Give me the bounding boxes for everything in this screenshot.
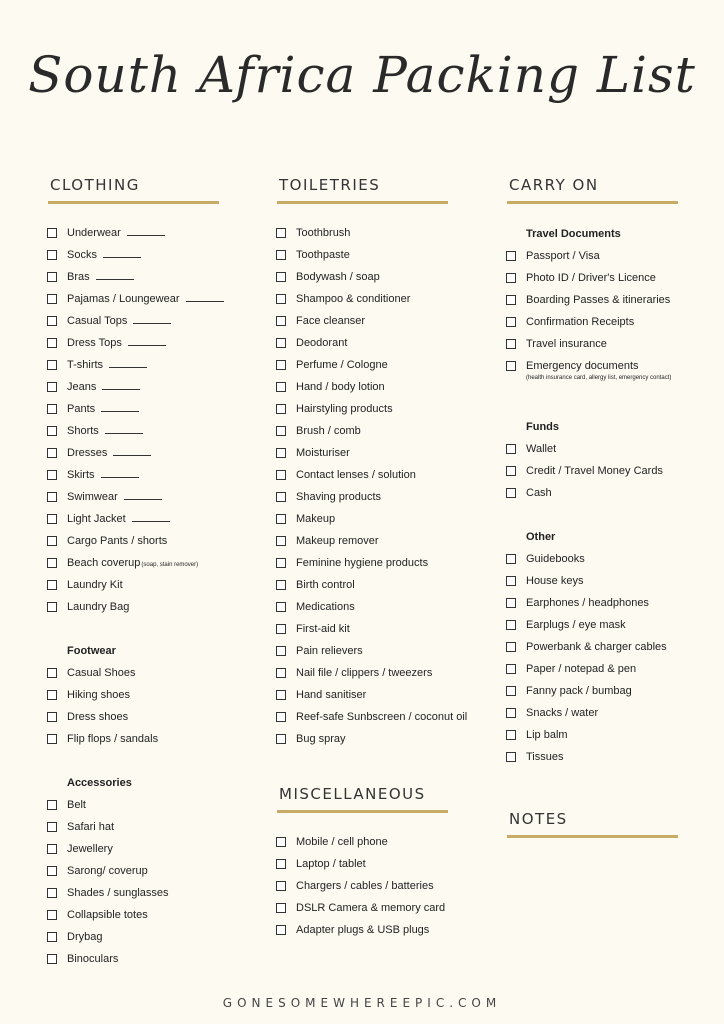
checkbox[interactable] — [506, 664, 516, 674]
toiletries-heading: TOILETRIES — [279, 176, 381, 194]
item-label: Toothpaste — [296, 249, 350, 261]
checklist-item[interactable] — [276, 222, 476, 244]
section-spacer — [506, 504, 716, 526]
checkbox[interactable] — [506, 554, 516, 564]
item-label: Binoculars — [67, 953, 119, 965]
carry-on-list — [506, 223, 716, 768]
checkbox[interactable] — [276, 712, 286, 722]
checklist-item[interactable] — [506, 746, 716, 768]
section-spacer — [506, 386, 716, 416]
checklist-item[interactable] — [506, 355, 716, 377]
checkbox[interactable] — [506, 576, 516, 586]
checkbox[interactable] — [47, 580, 57, 590]
toiletries-list — [276, 222, 476, 750]
fill-in-line — [103, 245, 141, 258]
checklist-item[interactable] — [506, 438, 716, 460]
footwear-subheading: Footwear — [67, 645, 116, 657]
item-label: Sarong/ coverup — [67, 865, 148, 877]
item-label: Mobile / cell phone — [296, 836, 388, 848]
checkbox[interactable] — [506, 620, 516, 630]
item-label: Confirmation Receipts — [526, 316, 635, 328]
checkbox[interactable] — [276, 426, 286, 436]
checkbox[interactable] — [276, 294, 286, 304]
clothing-list — [47, 222, 237, 970]
item-label: Laundry Bag — [67, 601, 130, 613]
footer-website: GONESOMEWHEREEPIC.COM — [222, 996, 502, 1010]
item-label: Lip balm — [526, 729, 568, 741]
travel-documents-subheading: Travel Documents — [526, 228, 621, 240]
item-label: Pants — [67, 403, 96, 415]
item-label: Guidebooks — [526, 553, 585, 565]
checkbox[interactable] — [276, 382, 286, 392]
checkbox[interactable] — [276, 558, 286, 568]
checkbox[interactable] — [47, 228, 57, 238]
checklist-item[interactable] — [47, 904, 237, 926]
fill-in-line — [186, 289, 224, 302]
item-label: Flip flops / sandals — [67, 733, 159, 745]
item-label: Reef-safe Sunbscreen / coconut oil — [296, 711, 468, 723]
checkbox[interactable] — [47, 338, 57, 348]
checklist-item[interactable] — [47, 728, 237, 750]
item-label: Light Jacket — [67, 513, 126, 525]
clothing-section-header — [48, 176, 219, 204]
checkbox[interactable] — [47, 558, 57, 568]
checkbox[interactable] — [506, 488, 516, 498]
checkbox[interactable] — [276, 470, 286, 480]
checklist-item[interactable] — [276, 464, 476, 486]
checklist-item[interactable] — [47, 838, 237, 860]
checklist-item[interactable] — [276, 288, 476, 310]
fill-in-line — [105, 421, 143, 434]
item-label: Powerbank & charger cables — [526, 641, 667, 653]
checklist-item[interactable] — [276, 398, 476, 420]
checklist-item[interactable] — [47, 574, 237, 596]
fill-in-line — [102, 377, 140, 390]
notes-rule — [507, 835, 678, 838]
misc-rule — [277, 810, 448, 813]
checklist-item[interactable] — [276, 596, 476, 618]
item-label: DSLR Camera & memory card — [296, 902, 446, 914]
checkbox[interactable] — [47, 888, 57, 898]
checklist-item[interactable] — [506, 267, 716, 289]
checklist-item[interactable] — [276, 486, 476, 508]
item-label: Credit / Travel Money Cards — [526, 465, 663, 477]
item-label: Laundry Kit — [67, 579, 123, 591]
checklist-item[interactable] — [47, 684, 237, 706]
checklist-item[interactable] — [47, 442, 237, 464]
item-label: Nail file / clippers / tweezers — [296, 667, 433, 679]
checkbox[interactable] — [276, 492, 286, 502]
checkbox[interactable] — [506, 251, 516, 261]
checklist-item[interactable] — [47, 948, 237, 970]
checkbox[interactable] — [276, 404, 286, 414]
checklist-item[interactable] — [47, 310, 237, 332]
checklist-item[interactable] — [276, 442, 476, 464]
checklist-item[interactable] — [47, 530, 237, 552]
checklist-item[interactable] — [506, 460, 716, 482]
checkbox[interactable] — [276, 316, 286, 326]
checkbox[interactable] — [47, 250, 57, 260]
checklist-item[interactable] — [276, 266, 476, 288]
item-label: Underwear — [67, 227, 121, 239]
item-label: Cash — [526, 487, 552, 499]
checkbox[interactable] — [47, 470, 57, 480]
carry-on-rule — [507, 201, 678, 204]
checklist-item[interactable] — [276, 420, 476, 442]
checklist-item[interactable] — [276, 706, 476, 728]
item-label: Pain relievers — [296, 645, 363, 657]
checkbox[interactable] — [47, 426, 57, 436]
item-label: Chargers / cables / batteries — [296, 880, 434, 892]
checklist-item[interactable] — [506, 724, 716, 746]
item-label: Bug spray — [296, 733, 346, 745]
item-label: Makeup — [296, 513, 336, 525]
item-label: First-aid kit — [296, 623, 350, 635]
item-label: Beach coverup — [67, 557, 141, 569]
checklist-item[interactable] — [47, 926, 237, 948]
item-label: Safari hat — [67, 821, 115, 833]
checkbox[interactable] — [506, 598, 516, 608]
checkbox[interactable] — [47, 800, 57, 810]
section-spacer — [47, 618, 237, 640]
checkbox[interactable] — [47, 932, 57, 942]
checkbox[interactable] — [276, 536, 286, 546]
checkbox[interactable] — [47, 668, 57, 678]
checklist-item[interactable] — [276, 897, 476, 919]
misc-list — [276, 831, 476, 941]
item-label: Snacks / water — [526, 707, 599, 719]
checkbox[interactable] — [506, 730, 516, 740]
item-label: Jewellery — [67, 843, 113, 855]
checklist-item[interactable] — [47, 464, 237, 486]
checklist-item[interactable] — [47, 860, 237, 882]
checklist-item[interactable] — [47, 244, 237, 266]
checklist-item[interactable] — [506, 614, 716, 636]
emergency-documents-note: (health insurance card, allergy list, emergency contact) — [526, 375, 672, 381]
page-title: South Africa Packing List — [28, 46, 696, 104]
checklist-item[interactable] — [47, 376, 237, 398]
checkbox[interactable] — [276, 580, 286, 590]
checkbox[interactable] — [276, 228, 286, 238]
checklist-item[interactable] — [506, 548, 716, 570]
fill-in-line — [96, 267, 134, 280]
checkbox[interactable] — [506, 708, 516, 718]
checkbox[interactable] — [506, 444, 516, 454]
checklist-item[interactable] — [276, 332, 476, 354]
checkbox[interactable] — [47, 844, 57, 854]
checklist-item[interactable] — [47, 420, 237, 442]
carry-on-heading: CARRY ON — [509, 176, 599, 194]
checkbox[interactable] — [47, 448, 57, 458]
notes-section-header — [507, 810, 678, 838]
item-label: Shorts — [67, 425, 99, 437]
item-label: Passport / Visa — [526, 250, 600, 262]
item-label: Photo ID / Driver's Licence — [526, 272, 656, 284]
item-label: Earphones / headphones — [526, 597, 649, 609]
item-label: Hairstyling products — [296, 403, 393, 415]
checkbox[interactable] — [276, 624, 286, 634]
fill-in-line — [124, 487, 162, 500]
checklist-item[interactable] — [276, 640, 476, 662]
item-label: Deodorant — [296, 337, 348, 349]
checkbox[interactable] — [276, 360, 286, 370]
checklist-item[interactable] — [47, 222, 237, 244]
item-label: Emergency documents — [526, 360, 639, 372]
funds-subheading: Funds — [526, 421, 559, 433]
item-label: Shaving products — [296, 491, 381, 503]
checklist-item[interactable] — [506, 658, 716, 680]
checklist-item[interactable] — [276, 376, 476, 398]
item-label: Fanny pack / bumbag — [526, 685, 632, 697]
checkbox[interactable] — [276, 859, 286, 869]
checklist-item[interactable] — [506, 245, 716, 267]
checkbox[interactable] — [47, 492, 57, 502]
item-label: Travel insurance — [526, 338, 607, 350]
accessories-subheading: Accessories — [67, 777, 132, 789]
item-label: Bras — [67, 271, 90, 283]
checkbox[interactable] — [47, 404, 57, 414]
checkbox[interactable] — [276, 250, 286, 260]
checkbox[interactable] — [506, 686, 516, 696]
checklist-item[interactable] — [47, 882, 237, 904]
checklist-item[interactable] — [47, 332, 237, 354]
checklist-item[interactable] — [276, 684, 476, 706]
carry-on-section-header — [507, 176, 678, 204]
item-label: Birth control — [296, 579, 355, 591]
checklist-item[interactable] — [276, 552, 476, 574]
checkbox[interactable] — [47, 712, 57, 722]
item-label: Earplugs / eye mask — [526, 619, 626, 631]
checklist-item[interactable] — [47, 662, 237, 684]
item-label: Tissues — [526, 751, 564, 763]
item-label: Collapsible totes — [67, 909, 148, 921]
item-label: Perfume / Cologne — [296, 359, 388, 371]
checkbox[interactable] — [506, 752, 516, 762]
fill-in-line — [101, 465, 139, 478]
checkbox[interactable] — [506, 273, 516, 283]
section-spacer — [47, 750, 237, 772]
fill-in-line — [101, 399, 139, 412]
checklist-item[interactable] — [276, 354, 476, 376]
checkbox[interactable] — [276, 925, 286, 935]
item-label: Toothbrush — [296, 227, 351, 239]
other-subheading: Other — [526, 531, 556, 543]
checkbox[interactable] — [47, 360, 57, 370]
item-label: Medications — [296, 601, 355, 613]
item-label: Socks — [67, 249, 97, 261]
checklist-item[interactable] — [276, 662, 476, 684]
checkbox[interactable] — [47, 954, 57, 964]
item-note: (soap, stain remover) — [141, 562, 199, 568]
checklist-item[interactable] — [276, 875, 476, 897]
item-label: Wallet — [526, 443, 557, 455]
checklist-item[interactable] — [506, 333, 716, 355]
item-label: Moisturiser — [296, 447, 350, 459]
toiletries-rule — [277, 201, 448, 204]
checklist-item[interactable] — [47, 398, 237, 420]
checklist-item[interactable] — [276, 310, 476, 332]
item-label: House keys — [526, 575, 584, 587]
fill-in-line — [132, 509, 170, 522]
item-label: Laptop / tablet — [296, 858, 366, 870]
item-label: Face cleanser — [296, 315, 366, 327]
item-label: Shades / sunglasses — [67, 887, 169, 899]
item-label: Boarding Passes & itineraries — [526, 294, 671, 306]
item-label: Drybag — [67, 931, 103, 943]
checklist-item[interactable] — [47, 508, 237, 530]
item-label: Dresses — [67, 447, 108, 459]
checkbox[interactable] — [276, 837, 286, 847]
checkbox[interactable] — [47, 602, 57, 612]
checkbox[interactable] — [47, 294, 57, 304]
checkbox[interactable] — [47, 536, 57, 546]
checkbox[interactable] — [47, 382, 57, 392]
checkbox[interactable] — [47, 822, 57, 832]
item-label: Contact lenses / solution — [296, 469, 416, 481]
item-label: Shampoo & conditioner — [296, 293, 411, 305]
checklist-item[interactable] — [276, 530, 476, 552]
checklist-item[interactable] — [276, 244, 476, 266]
checklist-item[interactable] — [276, 919, 476, 941]
checkbox[interactable] — [276, 514, 286, 524]
checkbox[interactable] — [47, 690, 57, 700]
item-label: Swimwear — [67, 491, 118, 503]
item-label: Adapter plugs & USB plugs — [296, 924, 430, 936]
item-label: Paper / notepad & pen — [526, 663, 637, 675]
checkbox[interactable] — [47, 866, 57, 876]
checkbox[interactable] — [276, 881, 286, 891]
fill-in-line — [127, 223, 165, 236]
fill-in-line — [113, 443, 151, 456]
misc-section-header — [277, 785, 448, 813]
item-label: Hand / body lotion — [296, 381, 385, 393]
checklist-item[interactable] — [276, 728, 476, 750]
checklist-item[interactable] — [47, 816, 237, 838]
checklist-item[interactable] — [506, 289, 716, 311]
checklist-item[interactable] — [276, 508, 476, 530]
item-label: Makeup remover — [296, 535, 379, 547]
checklist-item[interactable] — [47, 266, 237, 288]
clothing-rule — [48, 201, 219, 204]
checkbox[interactable] — [47, 316, 57, 326]
item-label: Skirts — [67, 469, 95, 481]
item-label: Feminine hygiene products — [296, 557, 429, 569]
checklist-item[interactable] — [506, 702, 716, 724]
checklist-item[interactable] — [47, 552, 237, 574]
item-label: Hand sanitiser — [296, 689, 367, 701]
checklist-item[interactable] — [276, 853, 476, 875]
checkbox[interactable] — [47, 910, 57, 920]
notes-heading: NOTES — [509, 810, 568, 828]
item-label: Hiking shoes — [67, 689, 130, 701]
checkbox[interactable] — [47, 272, 57, 282]
checkbox[interactable] — [276, 903, 286, 913]
checklist-item[interactable] — [276, 574, 476, 596]
checklist-item[interactable] — [47, 794, 237, 816]
misc-heading: MISCELLANEOUS — [279, 785, 426, 803]
item-label: Belt — [67, 799, 86, 811]
checklist-item[interactable] — [276, 831, 476, 853]
checklist-item[interactable] — [276, 618, 476, 640]
checkbox[interactable] — [506, 317, 516, 327]
item-label: Casual Tops — [67, 315, 128, 327]
fill-in-line — [133, 311, 171, 324]
checkbox[interactable] — [276, 690, 286, 700]
checklist-item[interactable] — [506, 311, 716, 333]
checklist-item[interactable] — [506, 636, 716, 658]
checkbox[interactable] — [276, 668, 286, 678]
checkbox[interactable] — [506, 339, 516, 349]
checkbox[interactable] — [506, 295, 516, 305]
checklist-item[interactable] — [47, 354, 237, 376]
checklist-item[interactable] — [506, 570, 716, 592]
checkbox[interactable] — [276, 448, 286, 458]
checklist-item[interactable] — [47, 288, 237, 310]
item-label: Pajamas / Loungewear — [67, 293, 180, 305]
item-label: Brush / comb — [296, 425, 361, 437]
checkbox[interactable] — [506, 642, 516, 652]
item-label: Jeans — [67, 381, 97, 393]
checkbox[interactable] — [506, 466, 516, 476]
checklist-item[interactable] — [506, 592, 716, 614]
toiletries-section-header — [277, 176, 448, 204]
checklist-item[interactable] — [47, 706, 237, 728]
checklist-item[interactable] — [47, 486, 237, 508]
item-label: Dress Tops — [67, 337, 122, 349]
checklist-item[interactable] — [506, 482, 716, 504]
item-label: Dress shoes — [67, 711, 129, 723]
checkbox[interactable] — [276, 338, 286, 348]
fill-in-line — [109, 355, 147, 368]
checklist-item[interactable] — [47, 596, 237, 618]
item-label: Cargo Pants / shorts — [67, 535, 168, 547]
item-label: Bodywash / soap — [296, 271, 380, 283]
checkbox[interactable] — [276, 734, 286, 744]
checkbox[interactable] — [276, 602, 286, 612]
item-label: Casual Shoes — [67, 667, 136, 679]
checkbox[interactable] — [276, 646, 286, 656]
item-label: T-shirts — [67, 359, 104, 371]
fill-in-line — [128, 333, 166, 346]
checkbox[interactable] — [47, 514, 57, 524]
checkbox[interactable] — [506, 361, 516, 371]
checkbox[interactable] — [47, 734, 57, 744]
checkbox[interactable] — [276, 272, 286, 282]
checklist-item[interactable] — [506, 680, 716, 702]
clothing-heading: CLOTHING — [50, 176, 140, 194]
